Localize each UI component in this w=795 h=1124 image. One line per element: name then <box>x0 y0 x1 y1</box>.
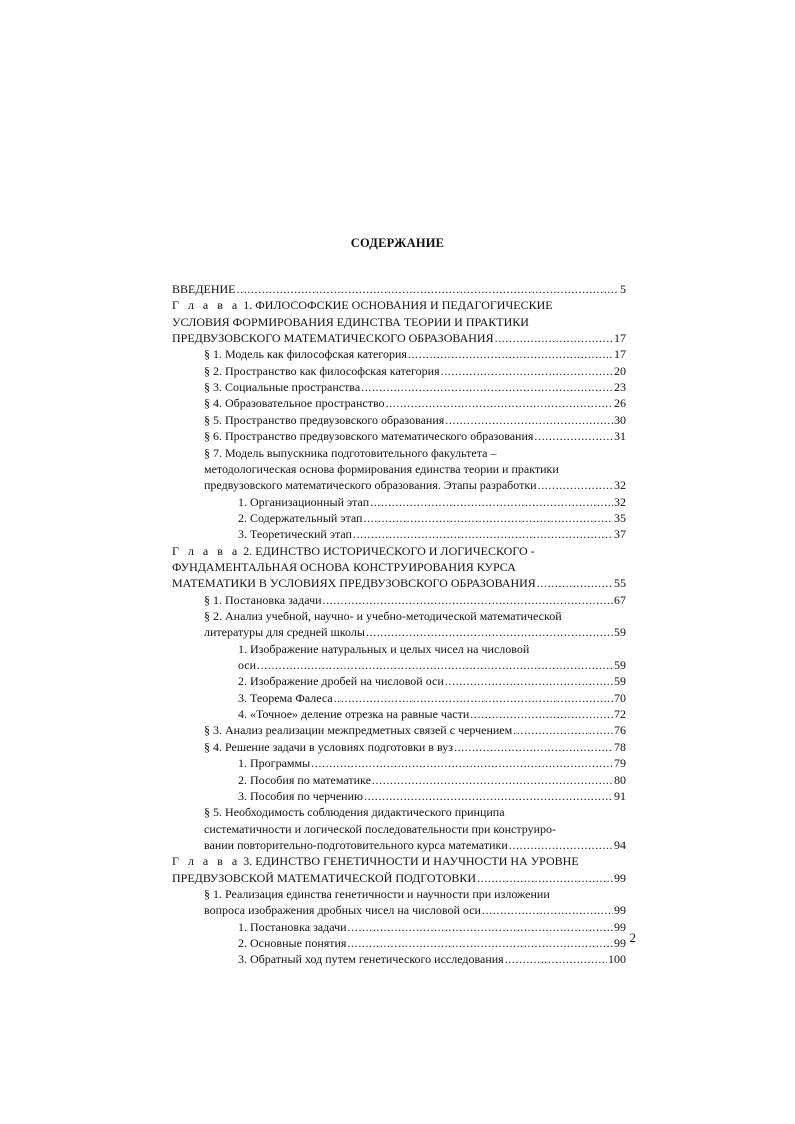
toc-entry <box>172 315 626 330</box>
toc-dot-leader <box>311 756 613 771</box>
toc-entry <box>204 413 626 428</box>
toc-entry <box>238 658 626 673</box>
toc-entry-title: ФУНДАМЕНТАЛЬНАЯ ОСНОВА КОНСТРУИРОВАНИЯ КУРСА <box>172 559 516 574</box>
toc-dot-leader <box>334 691 613 706</box>
toc-entry-text <box>204 462 559 477</box>
toc-entry-title: § 5. Пространство предвузовского образования <box>204 412 445 427</box>
toc-entry-text <box>204 380 360 395</box>
toc-dot-leader <box>386 396 613 411</box>
toc-dot-leader <box>537 576 613 591</box>
toc-page-number: 59 <box>614 625 626 640</box>
toc-entry <box>238 691 626 706</box>
toc-entry-title: вании повторительно-подготовительного курса математики <box>204 837 508 852</box>
toc-entry <box>204 364 626 379</box>
toc-page-number: 72 <box>614 707 626 722</box>
toc-entry-title: 2. Содержательный этап <box>238 510 363 525</box>
toc-dot-leader <box>441 364 613 379</box>
toc-entry <box>172 854 626 869</box>
toc-dot-leader <box>323 593 613 608</box>
toc-page-number: 30 <box>614 412 626 427</box>
toc-entry-text <box>204 740 453 755</box>
toc-entry <box>238 773 626 788</box>
toc-dot-leader <box>477 871 613 886</box>
toc-entry <box>172 576 626 591</box>
toc-entry <box>238 495 626 510</box>
toc-entry-title: оси <box>238 658 257 673</box>
toc-dot-leader <box>408 347 613 362</box>
toc-entry-text <box>204 903 481 918</box>
toc-entry-title: § 1. Модель как философская категория <box>204 347 407 362</box>
toc-page-number: 35 <box>614 510 626 525</box>
toc-entry <box>172 560 626 575</box>
toc-entry-title: 1. ФИЛОСОФСКИЕ ОСНОВАНИЯ И ПЕДАГОГИЧЕСКИЕ <box>240 298 553 313</box>
toc-entry-title: 3. Теорема Фалеса <box>238 690 333 705</box>
toc-entry-text <box>238 936 346 951</box>
toc-page-number: 59 <box>614 658 626 673</box>
toc-entry <box>204 723 626 738</box>
toc-entry <box>204 903 626 918</box>
toc-dot-leader <box>370 495 613 510</box>
toc-dot-leader <box>505 952 607 967</box>
toc-entry <box>238 642 626 657</box>
toc-entry-title: 3. Обратный ход путем генетического исследования <box>238 952 504 967</box>
toc-entry <box>172 544 626 559</box>
toc-entry-title: § 2. Пространство как философская категория <box>204 363 440 378</box>
toc-page-number: 17 <box>614 331 626 346</box>
toc-entry <box>204 462 626 477</box>
toc-entry <box>204 625 626 640</box>
toc-entry-title: § 4. Образовательное пространство <box>204 396 385 411</box>
toc-entry-title: § 6. Пространство предвузовского математического образования <box>204 429 534 444</box>
toc-entry-text <box>238 756 310 771</box>
toc-entry-title: МАТЕМАТИКИ В УСЛОВИЯХ ПРЕДВУЗОВСКОГО ОБРАЗОВАНИЯ <box>172 576 536 591</box>
toc-page-number: 23 <box>614 380 626 395</box>
toc-entry-title: 1. Организационный этап <box>238 494 370 509</box>
toc-entry-text <box>204 887 550 902</box>
toc-page-number: 78 <box>614 739 626 754</box>
toc-dot-leader <box>454 740 613 755</box>
toc-entry-title: 2. Основные понятия <box>238 936 347 950</box>
toc-entry <box>238 936 626 951</box>
toc-entry <box>204 380 626 395</box>
toc-dot-leader <box>445 413 613 428</box>
toc-entry <box>172 331 626 346</box>
toc-page-number: 32 <box>614 494 626 509</box>
toc-entry-title: вопроса изображения дробных чисел на числовой оси <box>204 903 481 918</box>
toc-entry-title: 3. Теоретический этап <box>238 527 352 542</box>
toc-dot-leader <box>470 707 613 722</box>
toc-entry-title: 1. Постановка задачи <box>238 919 347 934</box>
toc-entry-text <box>172 282 236 297</box>
toc-entry-text <box>238 674 444 689</box>
toc-entry-title: 4. «Точное» деление отрезка на равные части <box>238 707 470 722</box>
page-number: 2 <box>629 930 636 945</box>
toc-entry-title: § 3. Анализ реализации межпредметных связей с черчением <box>204 723 513 738</box>
toc-entry <box>238 789 626 804</box>
toc-dot-leader <box>538 478 613 493</box>
toc-page-number: 31 <box>614 429 626 444</box>
toc-entry-text <box>204 723 512 738</box>
toc-entry-text <box>204 838 508 853</box>
toc-entry-title: предвузовского математического образования. Этапы разработки <box>204 478 537 493</box>
toc-entry <box>238 920 626 935</box>
toc-entry-title: § 4. Решение задачи в условиях подготовки в вуз <box>204 739 453 754</box>
chapter-label: Г л а в а <box>172 854 241 869</box>
toc-page-number: 17 <box>614 347 626 362</box>
toc-entry-text <box>172 331 494 346</box>
toc-entry-text <box>204 625 365 640</box>
toc-entry-title: методологическая основа формирования единства теории и практики <box>204 461 559 476</box>
toc-entry-title: § 1. Постановка задачи <box>204 592 322 607</box>
toc-entry <box>204 740 626 755</box>
toc-entry <box>204 838 626 853</box>
toc-entry-text <box>238 495 369 510</box>
toc-entry <box>238 511 626 526</box>
toc-entry-text <box>204 396 385 411</box>
toc-entry-title: ПРЕДВУЗОВСКОГО МАТЕМАТИЧЕСКОГО ОБРАЗОВАНИЯ <box>172 331 494 346</box>
toc-entry-text <box>172 871 476 886</box>
toc-entry-text <box>238 920 347 935</box>
toc-page-number: 5 <box>620 282 626 296</box>
toc-page-number: 99 <box>614 870 626 885</box>
toc-entry-title: 2. Изображение дробей на числовой оси <box>238 674 444 689</box>
toc-entry <box>172 282 626 297</box>
toc-entry-text <box>204 364 440 379</box>
toc-entry <box>238 527 626 542</box>
toc-entry-text <box>172 315 529 330</box>
toc-entry-text <box>172 576 536 591</box>
toc-page-number: 32 <box>614 478 626 493</box>
toc-dot-leader <box>364 789 613 804</box>
toc-page-number: 100 <box>608 952 626 967</box>
toc-entry-text <box>204 609 562 624</box>
toc-entry <box>204 822 626 837</box>
toc-dot-leader <box>534 429 613 444</box>
toc-entry-text <box>204 822 556 837</box>
toc-dot-leader <box>482 903 613 918</box>
toc-page-number: 99 <box>614 936 626 950</box>
toc-entry <box>238 952 626 967</box>
toc-entry-title: систематичности и логической последовательности при конструиро- <box>204 821 557 836</box>
toc-dot-leader <box>257 658 613 673</box>
toc-dot-leader <box>348 920 613 935</box>
toc-page-number: 20 <box>614 363 626 378</box>
toc-entry-text <box>238 658 256 673</box>
chapter-label: Г л а в а <box>172 298 241 313</box>
toc-entry <box>204 593 626 608</box>
toc-page-number: 59 <box>614 674 626 689</box>
toc-entry-text <box>238 707 469 722</box>
toc-entry-title: 2. ЕДИНСТВО ИСТОРИЧЕСКОГО И ЛОГИЧЕСКОГО - <box>240 543 535 558</box>
toc-entry-title: 3. ЕДИНСТВО ГЕНЕТИЧНОСТИ И НАУЧНОСТИ НА УРОВНЕ <box>240 854 579 869</box>
toc-entry-title: 3. Пособия по черчению <box>238 788 363 803</box>
toc-dot-leader <box>361 380 613 395</box>
toc-dot-leader <box>353 527 613 542</box>
toc-entry-text <box>238 952 504 967</box>
toc-entry-text <box>172 298 553 313</box>
toc-dot-leader <box>509 838 613 853</box>
toc-entry-text <box>204 446 496 461</box>
toc-page-number: 26 <box>614 396 626 411</box>
toc-entry-text <box>238 773 371 788</box>
toc-page-number: 94 <box>614 837 626 852</box>
toc-entry <box>204 396 626 411</box>
toc-entry-text <box>204 429 533 444</box>
toc-entry <box>204 887 626 902</box>
toc-entry-text <box>172 560 516 575</box>
toc-entry-text <box>204 413 444 428</box>
toc-dot-leader <box>237 282 619 297</box>
toc-entry-text <box>204 805 505 820</box>
toc-entry <box>204 478 626 493</box>
toc-page-number: 99 <box>614 903 626 918</box>
toc-entry <box>204 609 626 624</box>
toc-dot-leader <box>445 674 613 689</box>
toc-dot-leader <box>513 723 613 738</box>
toc-entry <box>204 805 626 820</box>
toc-dot-leader <box>495 331 613 346</box>
toc-entry-title: 1. Программы <box>238 756 311 771</box>
toc-dot-leader <box>372 773 613 788</box>
toc-entry <box>238 674 626 689</box>
toc-page-number: 70 <box>614 690 626 705</box>
page-title: СОДЕРЖАНИЕ <box>350 236 445 250</box>
chapter-label: Г л а в а <box>172 543 241 558</box>
toc-entry-title: § 2. Анализ учебной, научно- и учебно-методической математической <box>204 609 562 623</box>
toc-entry-title: § 3. Социальные пространства <box>204 380 361 395</box>
toc-page-number: 76 <box>614 723 626 738</box>
toc-entry <box>204 446 626 461</box>
toc-entry-title: 1. Изображение натуральных и целых чисел на числовой <box>238 641 530 656</box>
toc-page-number: 67 <box>614 592 626 607</box>
toc-entry-text <box>172 544 535 559</box>
toc-entry-text <box>238 691 333 706</box>
toc-page-number: 79 <box>614 756 626 771</box>
toc-entry-text <box>238 511 362 526</box>
toc-page-number: 99 <box>614 919 626 934</box>
toc-entry-title: УСЛОВИЯ ФОРМИРОВАНИЯ ЕДИНСТВА ТЕОРИИ И ПРАКТИКИ <box>172 314 529 329</box>
toc-page-number: 37 <box>614 527 626 542</box>
toc-entry-title: ПРЕДВУЗОВСКОЙ МАТЕМАТИЧЕСКОЙ ПОДГОТОВКИ <box>172 870 477 885</box>
toc-page-number: 55 <box>614 576 626 591</box>
toc-page-number: 80 <box>614 772 626 787</box>
toc-entry <box>204 429 626 444</box>
toc-entry-title: § 5. Необходимость соблюдения дидактического принципа <box>204 805 505 820</box>
toc-entry <box>172 871 626 886</box>
toc-entry-text <box>204 478 537 493</box>
toc-entry <box>172 298 626 313</box>
toc-entry-title: ВВЕДЕНИЕ <box>172 282 236 296</box>
toc-entry-text <box>204 593 322 608</box>
toc-entry-title: литературы для средней школы <box>204 625 365 640</box>
toc-page-number: 91 <box>614 788 626 803</box>
toc-entry-title: 2. Пособия по математике <box>238 772 371 787</box>
toc-entry-text <box>238 527 352 542</box>
toc-entry <box>204 347 626 362</box>
toc-entry-title: § 7. Модель выпускника подготовительного факультета – <box>204 445 497 460</box>
toc-entry-text <box>238 642 529 657</box>
toc-entry <box>238 707 626 722</box>
toc-dot-leader <box>347 936 613 951</box>
toc-entry <box>238 756 626 771</box>
toc-dot-leader <box>363 511 613 526</box>
toc-entry-text <box>238 789 363 804</box>
toc-dot-leader <box>366 625 613 640</box>
toc-entry-text <box>204 347 407 362</box>
toc-entry-title: § 1. Реализация единства генетичности и научности при изложении <box>204 886 550 901</box>
toc-entry-text <box>172 854 579 869</box>
